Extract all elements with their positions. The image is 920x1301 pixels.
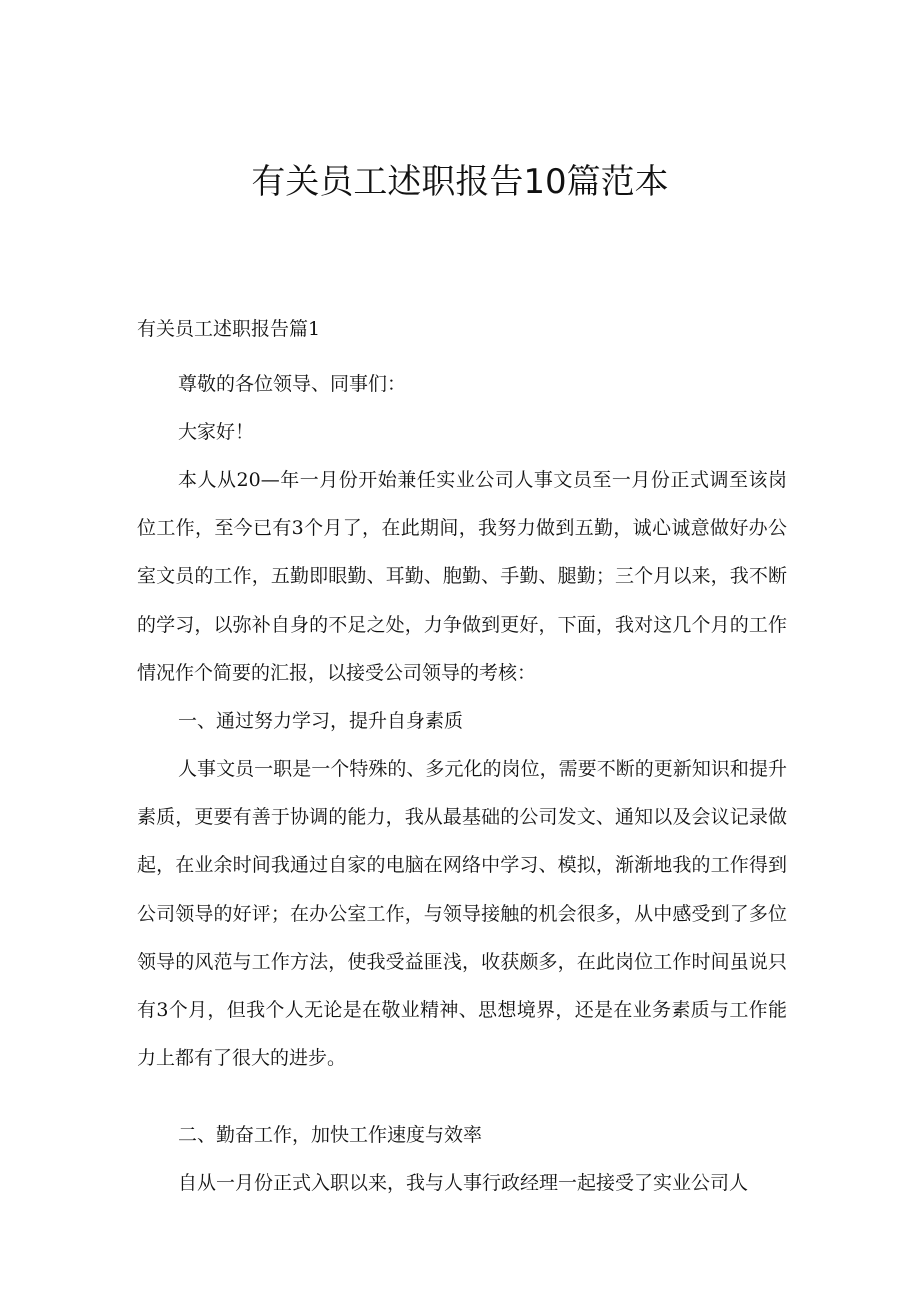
intro-paragraph: 本人从20—年一月份开始兼任实业公司人事文员至一月份正式调至该岗位工作，至今已有3个月了，在此期间，我努力做到五勤，诚心诚意做好办公室文员的工作，五勤即眼勤、耳勤、胞勤、手勤、腿勤；三个月以来，我不断的学习，以弥补自身的不足之处，力争做到更好，下面，我对这几个月的工作情况作个简要的汇报，以接受公司领导的考核： xyxy=(137,469,787,684)
document-title: 有关员工述职报告10篇范本 xyxy=(251,162,669,202)
greeting-paragraph: 大家好！ xyxy=(178,421,255,443)
article-heading: 有关员工述职报告篇1 xyxy=(137,318,321,340)
salutation-paragraph: 尊敬的各位领导、同事们： xyxy=(178,373,407,395)
section-2-paragraph: 自从一月份正式入职以来，我与人事行政经理一起接受了实业公司人 xyxy=(178,1172,749,1194)
section-heading-1: 一、通过努力学习，提升自身素质 xyxy=(178,710,464,732)
section-1-paragraph: 人事文员一职是一个特殊的、多元化的岗位，需要不断的更新知识和提升素质，更要有善于协调的能力，我从最基础的公司发文、通知以及会议记录做起，在业余时间我通过自家的电脑在网络中学习、模拟，渐渐地我的工作得到公司领导的好评；在办公室工作，与领导接触的机会很多，从中感受到了多位领导的风范与工作方法，使我受益匪浅，收获颇多，在此岗位工作时间虽说只有3个月，但我个人无论是在敬业精神、思想境界，还是在业务素质与工作能力上都有了很大的进步。 xyxy=(137,758,787,1070)
section-heading-2: 二、勤奋工作，加快工作速度与效率 xyxy=(178,1124,483,1146)
